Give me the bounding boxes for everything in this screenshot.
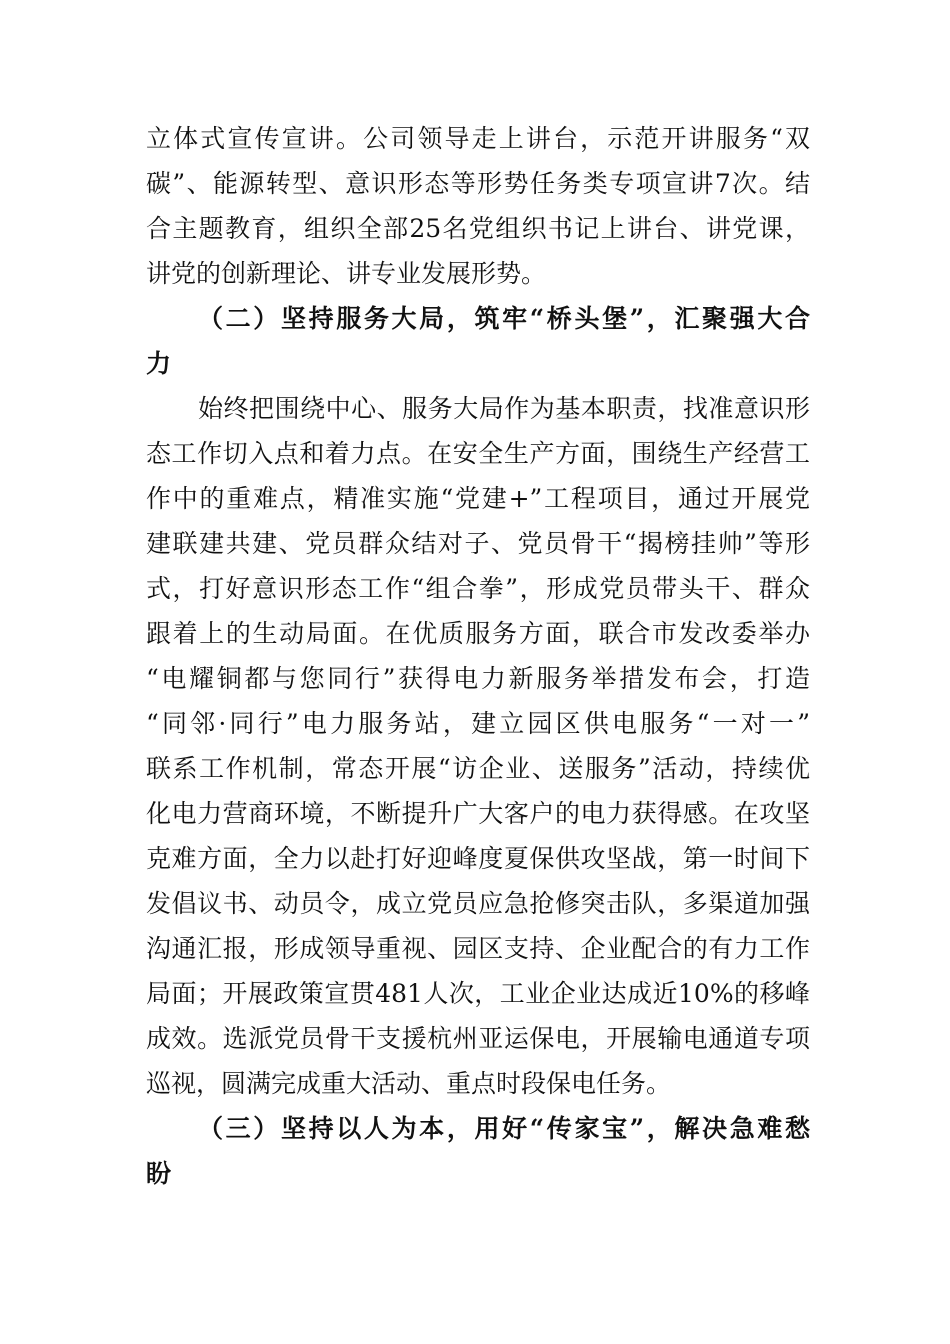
paragraph-1-line-3: 合主题教育，组织全部25名党组织书记上讲台、讲党课，	[146, 214, 810, 243]
paragraph-2-line-10: 化电力营商环境，不断提升广大客户的电力获得感。在攻坚	[146, 799, 810, 828]
paragraph-2-line-7: “电耀铜都与您同行”获得电力新服务举措发布会，打造	[146, 664, 810, 693]
paragraph-2-line-9: 联系工作机制，常态开展“访企业、送服务”活动，持续优	[146, 754, 810, 783]
paragraph-2-line-14: 局面；开展政策宣贯481人次，工业企业达成近10%的移峰	[146, 979, 810, 1008]
paragraph-2-line-3: 作中的重难点，精准实施“党建+”工程项目，通过开展党	[146, 484, 810, 513]
section-heading-3-line-1: （三）坚持以人为本，用好“传家宝”，解决急难愁	[198, 1114, 810, 1143]
paragraph-1-line-4: 讲党的创新理论、讲专业发展形势。	[146, 259, 547, 288]
section-heading-2-line-2: 力	[146, 349, 172, 378]
paragraph-2-line-1: 始终把围绕中心、服务大局作为基本职责，找准意识形	[198, 394, 810, 423]
paragraph-2-line-5: 式，打好意识形态工作“组合拳”，形成党员带头干、群众	[146, 574, 810, 603]
paragraph-1-line-1: 立体式宣传宣讲。公司领导走上讲台，示范开讲服务“双	[146, 124, 810, 153]
paragraph-1-line-2: 碳”、能源转型、意识形态等形势任务类专项宣讲7次。结	[146, 169, 810, 198]
paragraph-2-line-11: 克难方面，全力以赴打好迎峰度夏保供攻坚战，第一时间下	[146, 844, 810, 873]
paragraph-2-line-12: 发倡议书、动员令，成立党员应急抢修突击队，多渠道加强	[146, 889, 810, 918]
section-heading-3-line-2: 盼	[146, 1159, 172, 1188]
paragraph-2-line-6: 跟着上的生动局面。在优质服务方面，联合市发改委举办	[146, 619, 810, 648]
paragraph-2-line-4: 建联建共建、党员群众结对子、党员骨干“揭榜挂帅”等形	[146, 529, 810, 558]
paragraph-2-line-8: “同邻·同行”电力服务站，建立园区供电服务“一对一”	[146, 709, 810, 738]
paragraph-2-line-16: 巡视，圆满完成重大活动、重点时段保电任务。	[146, 1069, 672, 1098]
paragraph-2-line-13: 沟通汇报，形成领导重视、园区支持、企业配合的有力工作	[146, 934, 810, 963]
paragraph-2-line-2: 态工作切入点和着力点。在安全生产方面，围绕生产经营工	[146, 439, 810, 468]
paragraph-2-line-15: 成效。选派党员骨干支援杭州亚运保电，开展输电通道专项	[146, 1024, 810, 1053]
section-heading-2-line-1: （二）坚持服务大局，筑牢“桥头堡”，汇聚强大合	[198, 304, 810, 333]
